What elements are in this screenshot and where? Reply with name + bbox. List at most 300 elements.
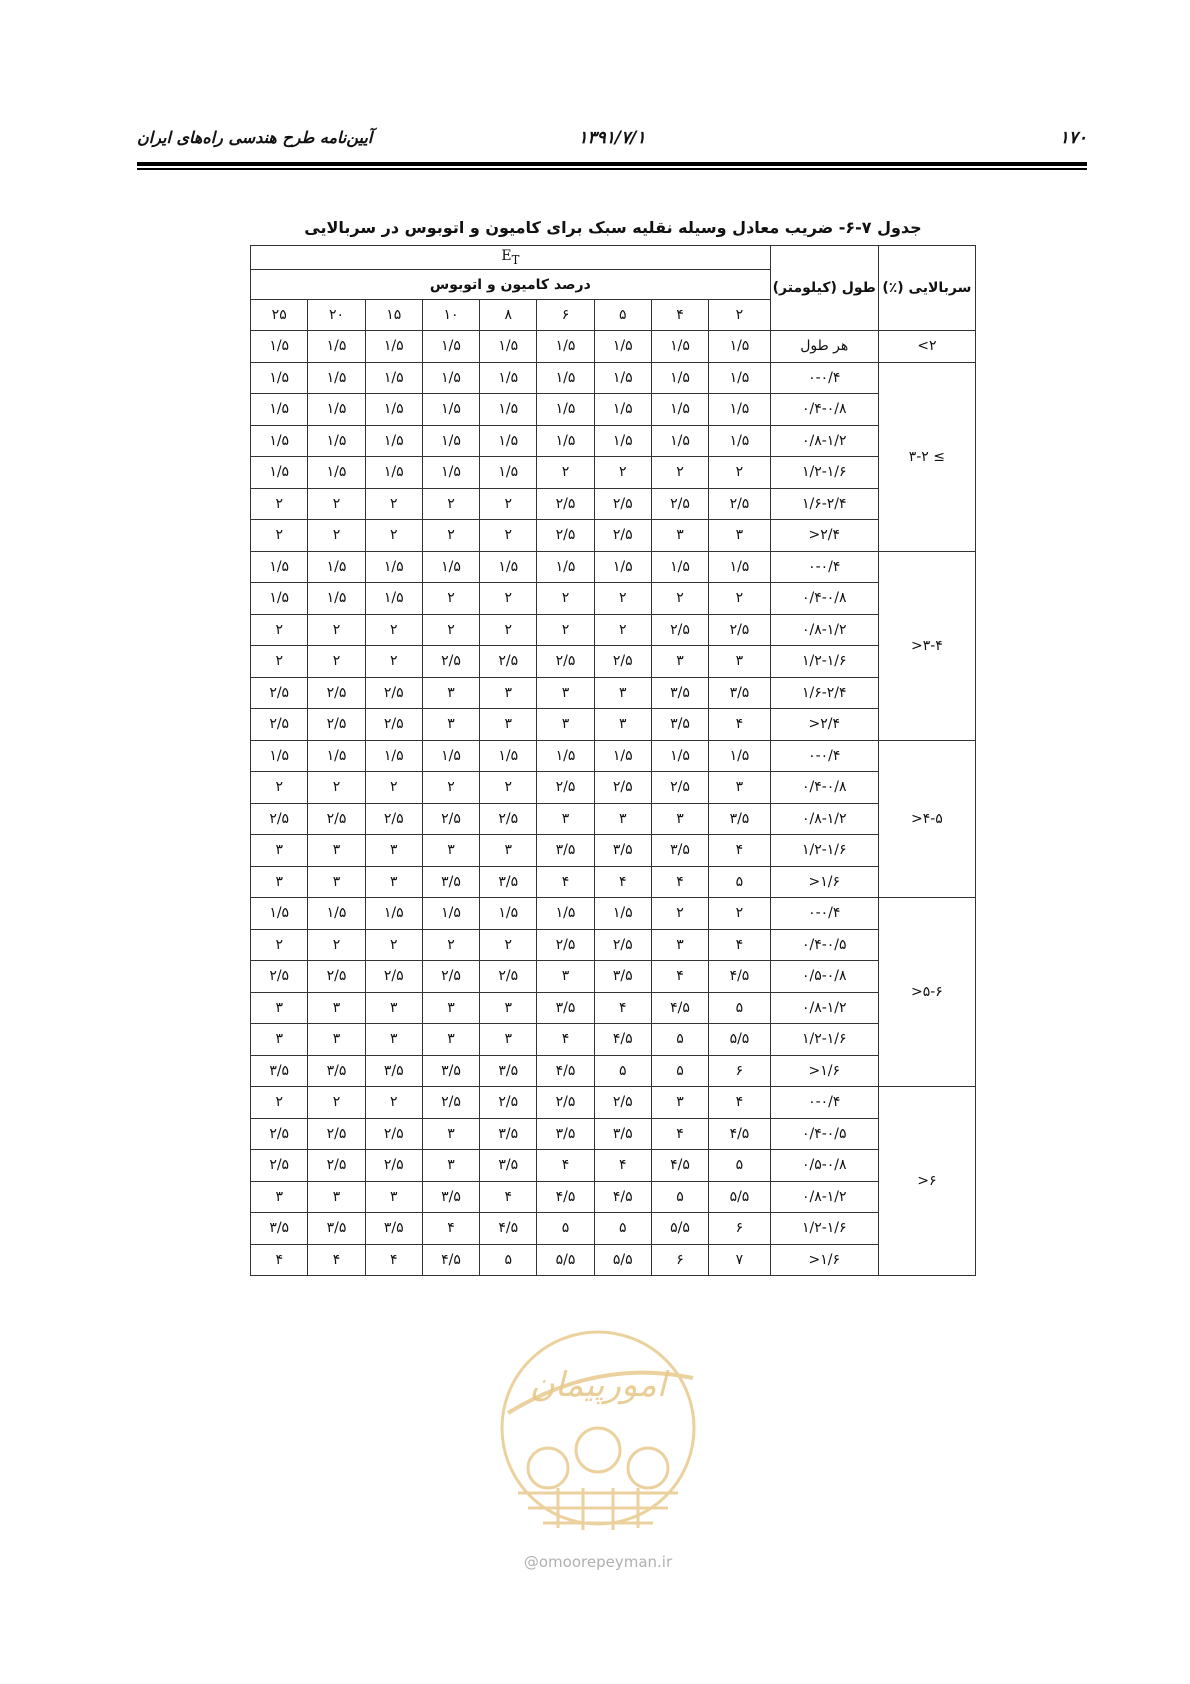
- et-value-cell: ۵: [594, 1213, 651, 1245]
- et-value-cell: ۱/۵: [537, 740, 594, 772]
- et-value-cell: ۳: [480, 992, 537, 1024]
- et-value-cell: ۳: [365, 1181, 422, 1213]
- et-value-cell: ۴/۵: [594, 1024, 651, 1056]
- et-value-cell: ۱/۵: [308, 362, 365, 394]
- et-value-cell: ۱/۵: [308, 425, 365, 457]
- et-value-cell: ۲/۵: [594, 646, 651, 678]
- et-value-cell: ۱/۵: [480, 362, 537, 394]
- et-value-cell: ۵: [480, 1244, 537, 1276]
- table-row: [251, 1118, 976, 1150]
- et-value-cell: ۳/۵: [537, 1118, 594, 1150]
- et-value-cell: ۲: [651, 457, 708, 489]
- et-value-cell: ۳: [422, 677, 479, 709]
- et-value-cell: ۵: [709, 992, 771, 1024]
- table-row: [251, 803, 976, 835]
- table-row: [251, 677, 976, 709]
- table-row: [251, 520, 976, 552]
- et-value-cell: ۳/۵: [709, 803, 771, 835]
- et-value-cell: ۱/۵: [480, 394, 537, 426]
- et-value-cell: ۴/۵: [537, 1055, 594, 1087]
- header-row-et: [251, 246, 976, 270]
- et-value-cell: ۲: [480, 929, 537, 961]
- et-value-cell: ۳/۵: [308, 1055, 365, 1087]
- et-value-cell: ۱/۵: [651, 551, 708, 583]
- et-value-cell: ۵/۵: [709, 1024, 771, 1056]
- et-value-cell: ۱/۵: [422, 551, 479, 583]
- et-value-cell: ۲: [251, 929, 308, 961]
- et-value-cell: ۱/۵: [651, 740, 708, 772]
- et-value-cell: ۲: [308, 646, 365, 678]
- et-value-cell: ۱/۵: [251, 898, 308, 930]
- et-value-cell: ۱/۵: [365, 898, 422, 930]
- et-value-cell: ۲/۵: [308, 709, 365, 741]
- length-cell: ۰-۰/۴: [770, 551, 878, 583]
- et-value-cell: ۲/۵: [365, 1118, 422, 1150]
- et-value-cell: ۳: [480, 709, 537, 741]
- et-value-cell: ۱/۵: [251, 425, 308, 457]
- length-cell: ۰-۰/۴: [770, 898, 878, 930]
- et-value-cell: ۴: [365, 1244, 422, 1276]
- et-value-cell: ۴: [251, 1244, 308, 1276]
- et-value-cell: ۱/۵: [365, 362, 422, 394]
- et-value-cell: ۳: [365, 866, 422, 898]
- et-value-cell: ۲: [365, 929, 422, 961]
- et-value-cell: ۴/۵: [651, 1150, 708, 1182]
- table-row: [251, 866, 976, 898]
- et-value-cell: ۲/۵: [251, 709, 308, 741]
- et-value-cell: ۲/۵: [480, 961, 537, 993]
- et-value-cell: ۳: [422, 1150, 479, 1182]
- table-row: [251, 1213, 976, 1245]
- et-value-cell: ۲/۵: [422, 646, 479, 678]
- et-value-cell: ۳/۵: [594, 961, 651, 993]
- et-value-cell: ۲: [480, 488, 537, 520]
- et-value-cell: ۳/۵: [480, 1118, 537, 1150]
- et-value-cell: ۲: [308, 520, 365, 552]
- et-value-cell: ۱/۵: [537, 551, 594, 583]
- et-value-cell: ۱/۵: [308, 551, 365, 583]
- et-value-cell: ۴: [594, 866, 651, 898]
- et-value-cell: ۶: [651, 1244, 708, 1276]
- et-value-cell: ۱/۵: [480, 457, 537, 489]
- et-value-cell: ۴: [709, 1087, 771, 1119]
- et-value-cell: ۲/۵: [480, 646, 537, 678]
- table-row: [251, 835, 976, 867]
- et-value-cell: ۲: [594, 614, 651, 646]
- percent-col-header: ۲: [709, 300, 771, 331]
- et-value-cell: ۳/۵: [537, 992, 594, 1024]
- table-row: [251, 709, 976, 741]
- et-value-cell: ۲/۵: [537, 772, 594, 804]
- et-value-cell: ۶: [709, 1055, 771, 1087]
- grade-cell: >۳-۴: [878, 551, 975, 740]
- page-number: ۱۷۰: [1059, 128, 1087, 148]
- et-value-cell: ۱/۵: [422, 331, 479, 363]
- et-value-cell: ۳: [537, 709, 594, 741]
- et-value-cell: ۲/۵: [308, 803, 365, 835]
- et-value-cell: ۲: [308, 1087, 365, 1119]
- et-value-cell: ۱/۵: [365, 740, 422, 772]
- et-value-cell: ۲/۵: [594, 772, 651, 804]
- et-value-cell: ۲: [651, 898, 708, 930]
- et-value-cell: ۲/۵: [365, 677, 422, 709]
- et-value-cell: ۳/۵: [651, 677, 708, 709]
- et-value-cell: ۵/۵: [651, 1213, 708, 1245]
- et-value-cell: ۱/۵: [537, 425, 594, 457]
- length-cell: >۱/۶: [770, 1055, 878, 1087]
- percent-col-header: ۱۰: [422, 300, 479, 331]
- table-row: [251, 551, 976, 583]
- et-value-cell: ۱/۵: [594, 425, 651, 457]
- table-row: [251, 394, 976, 426]
- et-value-cell: ۱/۵: [651, 394, 708, 426]
- et-value-cell: ۴/۵: [422, 1244, 479, 1276]
- et-value-cell: ۱/۵: [365, 551, 422, 583]
- length-header: طول (کیلومتر): [770, 246, 878, 331]
- length-cell: ۰/۸-۱/۲: [770, 803, 878, 835]
- et-value-cell: ۳: [537, 961, 594, 993]
- table-row: [251, 362, 976, 394]
- et-value-cell: ۲/۵: [251, 1118, 308, 1150]
- et-value-cell: ۳: [251, 866, 308, 898]
- et-value-cell: ۲/۵: [594, 488, 651, 520]
- et-value-cell: ۲: [251, 614, 308, 646]
- et-value-cell: ۵/۵: [709, 1181, 771, 1213]
- grade-cell: <۲: [878, 331, 975, 363]
- length-cell: ۱/۲-۱/۶: [770, 1024, 878, 1056]
- et-value-cell: ۳: [308, 835, 365, 867]
- et-value-cell: ۴: [537, 1150, 594, 1182]
- et-value-cell: ۱/۵: [422, 394, 479, 426]
- et-value-cell: ۱/۵: [480, 898, 537, 930]
- et-value-cell: ۱/۵: [422, 457, 479, 489]
- et-value-cell: ۲: [365, 520, 422, 552]
- et-subscript: T: [511, 252, 520, 267]
- length-cell: ۱/۲-۱/۶: [770, 646, 878, 678]
- et-value-cell: ۴: [537, 1024, 594, 1056]
- length-cell: هر طول: [770, 331, 878, 363]
- et-value-cell: ۲: [594, 457, 651, 489]
- length-cell: ۰/۵-۰/۸: [770, 961, 878, 993]
- et-value-cell: ۱/۵: [594, 898, 651, 930]
- length-cell: ۰-۰/۴: [770, 1087, 878, 1119]
- et-value-cell: ۳/۵: [709, 677, 771, 709]
- et-value-cell: ۴: [537, 866, 594, 898]
- et-value-cell: ۳/۵: [480, 1150, 537, 1182]
- watermark-site: @omoorepeyman.ir: [523, 1553, 673, 1571]
- et-value-cell: ۱/۵: [422, 425, 479, 457]
- et-header: $E_T$: [251, 246, 771, 270]
- et-value-cell: ۲/۵: [651, 614, 708, 646]
- et-value-cell: ۴: [422, 1213, 479, 1245]
- et-value-cell: ۲: [251, 520, 308, 552]
- et-value-cell: ۳: [651, 646, 708, 678]
- et-value-cell: ۲: [594, 583, 651, 615]
- et-value-cell: ۳: [308, 866, 365, 898]
- et-value-cell: ۴: [308, 1244, 365, 1276]
- table-row: [251, 1181, 976, 1213]
- et-value-cell: ۱/۵: [251, 362, 308, 394]
- et-value-cell: ۳/۵: [480, 866, 537, 898]
- et-value-cell: ۳: [480, 677, 537, 709]
- et-value-cell: ۲/۵: [251, 677, 308, 709]
- et-value-cell: ۳: [594, 803, 651, 835]
- et-value-cell: ۳: [422, 1024, 479, 1056]
- et-value-cell: ۱/۵: [422, 362, 479, 394]
- et-value-cell: ۶: [709, 1213, 771, 1245]
- et-value-cell: ۲: [422, 488, 479, 520]
- et-value-cell: ۳/۵: [422, 1055, 479, 1087]
- et-value-cell: ۳: [651, 1087, 708, 1119]
- et-value-cell: ۵: [651, 1024, 708, 1056]
- et-value-cell: ۳/۵: [365, 1213, 422, 1245]
- table-row: [251, 898, 976, 930]
- et-value-cell: ۲/۵: [709, 614, 771, 646]
- length-cell: ۰/۴-۰/۸: [770, 772, 878, 804]
- table-row: [251, 772, 976, 804]
- et-value-cell: ۱/۵: [365, 457, 422, 489]
- et-value-cell: ۳: [365, 1024, 422, 1056]
- et-value-cell: ۴: [709, 835, 771, 867]
- et-value-cell: ۱/۵: [537, 898, 594, 930]
- et-value-cell: ۳: [651, 803, 708, 835]
- et-value-cell: ۲: [537, 614, 594, 646]
- et-value-cell: ۲/۵: [537, 646, 594, 678]
- et-value-cell: ۲: [365, 1087, 422, 1119]
- length-cell: ۱/۲-۱/۶: [770, 1213, 878, 1245]
- et-value-cell: ۳: [709, 520, 771, 552]
- et-value-cell: ۳: [365, 992, 422, 1024]
- et-value-cell: ۵: [651, 1181, 708, 1213]
- et-value-cell: ۱/۵: [308, 394, 365, 426]
- et-value-cell: ۲/۵: [480, 1087, 537, 1119]
- et-value-cell: ۱/۵: [709, 740, 771, 772]
- et-value-cell: ۳: [480, 835, 537, 867]
- length-cell: ۱/۶-۲/۴: [770, 488, 878, 520]
- table-row: [251, 646, 976, 678]
- et-value-cell: ۳: [308, 1181, 365, 1213]
- et-value-cell: ۴: [594, 1150, 651, 1182]
- et-value-cell: ۲: [480, 583, 537, 615]
- et-value-cell: ۵: [651, 1055, 708, 1087]
- table-row: [251, 992, 976, 1024]
- et-table-body: [251, 246, 976, 1276]
- et-value-cell: ۱/۵: [537, 394, 594, 426]
- et-value-cell: ۳/۵: [651, 835, 708, 867]
- et-value-cell: ۳/۵: [422, 866, 479, 898]
- table-row: [251, 331, 976, 363]
- et-value-cell: ۲: [251, 772, 308, 804]
- et-value-cell: ۲/۵: [537, 1087, 594, 1119]
- et-value-cell: ۲/۵: [651, 772, 708, 804]
- table-row: [251, 929, 976, 961]
- et-value-cell: ۴: [480, 1181, 537, 1213]
- et-value-cell: ۱/۵: [480, 740, 537, 772]
- et-value-cell: ۱/۵: [594, 551, 651, 583]
- et-value-cell: ۲: [422, 772, 479, 804]
- et-value-cell: ۳: [480, 1024, 537, 1056]
- table-row: [251, 1150, 976, 1182]
- et-value-cell: ۲/۵: [594, 520, 651, 552]
- length-cell: ۰-۰/۴: [770, 740, 878, 772]
- et-value-cell: ۲: [308, 772, 365, 804]
- et-value-cell: ۱/۵: [651, 362, 708, 394]
- table-row: [251, 1055, 976, 1087]
- et-value-cell: ۵: [537, 1213, 594, 1245]
- et-value-cell: ۲: [308, 488, 365, 520]
- et-value-cell: ۳: [651, 520, 708, 552]
- et-value-cell: ۱/۵: [537, 362, 594, 394]
- et-value-cell: ۱/۵: [365, 394, 422, 426]
- et-value-cell: ۳: [251, 1024, 308, 1056]
- table-row: [251, 1087, 976, 1119]
- header-rule-thick: [137, 162, 1087, 166]
- watermark-logo: [488, 1318, 708, 1558]
- et-value-cell: ۳/۵: [308, 1213, 365, 1245]
- et-value-cell: ۱/۵: [251, 457, 308, 489]
- et-value-cell: ۳: [251, 992, 308, 1024]
- et-value-cell: ۲: [365, 488, 422, 520]
- et-value-cell: ۲/۵: [594, 929, 651, 961]
- et-value-cell: ۱/۵: [709, 331, 771, 363]
- et-value-cell: ۵/۵: [537, 1244, 594, 1276]
- table-row: [251, 614, 976, 646]
- et-value-cell: ۱/۵: [365, 583, 422, 615]
- et-value-cell: ۱/۵: [308, 457, 365, 489]
- et-value-cell: ۲: [308, 614, 365, 646]
- et-value-cell: ۳/۵: [594, 835, 651, 867]
- et-value-cell: ۳/۵: [651, 709, 708, 741]
- et-value-cell: ۲/۵: [251, 1150, 308, 1182]
- et-value-cell: ۴/۵: [594, 1181, 651, 1213]
- et-value-cell: ۲: [251, 646, 308, 678]
- length-cell: ۰/۴-۰/۸: [770, 583, 878, 615]
- et-value-cell: ۲: [251, 488, 308, 520]
- length-cell: >۲/۴: [770, 520, 878, 552]
- et-value-cell: ۴: [594, 992, 651, 1024]
- et-value-cell: ۲: [709, 583, 771, 615]
- et-value-cell: ۱/۵: [709, 425, 771, 457]
- et-value-cell: ۵: [594, 1055, 651, 1087]
- percent-col-header: ۴: [651, 300, 708, 331]
- et-value-cell: ۲: [709, 898, 771, 930]
- et-value-cell: ۳/۵: [365, 1055, 422, 1087]
- et-value-cell: ۳/۵: [251, 1055, 308, 1087]
- percent-col-header: ۱۵: [365, 300, 422, 331]
- header-rule-thin: [137, 168, 1087, 170]
- et-value-cell: ۳/۵: [537, 835, 594, 867]
- et-value-cell: ۱/۵: [594, 740, 651, 772]
- et-value-cell: ۲: [709, 457, 771, 489]
- et-value-cell: ۲: [537, 583, 594, 615]
- table-row: [251, 961, 976, 993]
- et-value-cell: ۲/۵: [480, 803, 537, 835]
- et-value-cell: ۱/۵: [308, 898, 365, 930]
- et-value-cell: ۴: [651, 1118, 708, 1150]
- et-value-cell: ۲/۵: [308, 677, 365, 709]
- length-cell: ۰/۴-۰/۸: [770, 394, 878, 426]
- et-value-cell: ۲/۵: [308, 1118, 365, 1150]
- et-value-cell: ۳: [709, 646, 771, 678]
- et-value-cell: ۲/۵: [537, 929, 594, 961]
- et-value-cell: ۳: [422, 992, 479, 1024]
- et-value-cell: ۱/۵: [251, 583, 308, 615]
- et-value-cell: ۲/۵: [594, 1087, 651, 1119]
- page-header: [137, 128, 1087, 158]
- et-value-cell: ۲: [422, 929, 479, 961]
- table-row: [251, 583, 976, 615]
- et-value-cell: ۲: [537, 457, 594, 489]
- et-value-cell: ۲: [422, 583, 479, 615]
- length-cell: ۰/۸-۱/۲: [770, 1181, 878, 1213]
- et-value-cell: ۳/۵: [422, 1181, 479, 1213]
- length-cell: ۰/۸-۱/۲: [770, 614, 878, 646]
- et-value-cell: ۱/۵: [594, 362, 651, 394]
- table-row: [251, 1024, 976, 1056]
- et-value-cell: ۱/۵: [251, 740, 308, 772]
- et-value-cell: ۴/۵: [651, 992, 708, 1024]
- length-cell: ۰/۵-۰/۸: [770, 1150, 878, 1182]
- et-value-cell: ۲/۵: [308, 961, 365, 993]
- et-value-cell: ۳: [422, 1118, 479, 1150]
- length-cell: ۱/۶-۲/۴: [770, 677, 878, 709]
- et-value-cell: ۱/۵: [651, 425, 708, 457]
- et-value-cell: ۳: [308, 992, 365, 1024]
- et-value-cell: ۳: [651, 929, 708, 961]
- grade-cell: >۶: [878, 1087, 975, 1276]
- et-value-cell: ۱/۵: [709, 551, 771, 583]
- percent-col-header: ۶: [537, 300, 594, 331]
- et-value-cell: ۳: [251, 835, 308, 867]
- running-title: آیین‌نامه طرح هندسی راه‌های ایران: [137, 128, 373, 147]
- et-value-cell: ۱/۵: [308, 331, 365, 363]
- et-value-cell: ۴: [651, 961, 708, 993]
- length-cell: >۱/۶: [770, 1244, 878, 1276]
- et-value-cell: ۳/۵: [251, 1213, 308, 1245]
- et-value-cell: ۲: [308, 929, 365, 961]
- et-value-cell: ۲: [251, 1087, 308, 1119]
- length-cell: ۱/۲-۱/۶: [770, 835, 878, 867]
- et-value-cell: ۲: [651, 583, 708, 615]
- et-value-cell: ۴/۵: [709, 961, 771, 993]
- et-value-cell: ۳: [308, 1024, 365, 1056]
- percent-col-header: ۲۰: [308, 300, 365, 331]
- et-value-cell: ۲/۵: [651, 488, 708, 520]
- table-row: [251, 740, 976, 772]
- et-value-cell: ۳: [365, 835, 422, 867]
- et-value-cell: ۱/۵: [537, 331, 594, 363]
- length-cell: ۰-۰/۴: [770, 362, 878, 394]
- table-row: [251, 425, 976, 457]
- et-value-cell: ۲/۵: [308, 1150, 365, 1182]
- length-cell: ۰/۸-۱/۲: [770, 425, 878, 457]
- et-value-cell: ۲/۵: [422, 961, 479, 993]
- et-value-cell: ۲/۵: [365, 1150, 422, 1182]
- et-value-cell: ۲/۵: [537, 488, 594, 520]
- et-value-cell: ۱/۵: [480, 425, 537, 457]
- watermark-text: امورپیمان: [529, 1365, 667, 1405]
- et-value-cell: ۲: [480, 614, 537, 646]
- et-value-cell: ۵: [709, 1150, 771, 1182]
- et-value-cell: ۴: [651, 866, 708, 898]
- et-value-cell: ۳/۵: [480, 1055, 537, 1087]
- et-value-cell: ۴: [709, 709, 771, 741]
- et-value-cell: ۱/۵: [365, 331, 422, 363]
- grade-cell: >۴-۵: [878, 740, 975, 898]
- et-value-cell: ۱/۵: [480, 551, 537, 583]
- percent-col-header: ۵: [594, 300, 651, 331]
- et-value-cell: ۳/۵: [594, 1118, 651, 1150]
